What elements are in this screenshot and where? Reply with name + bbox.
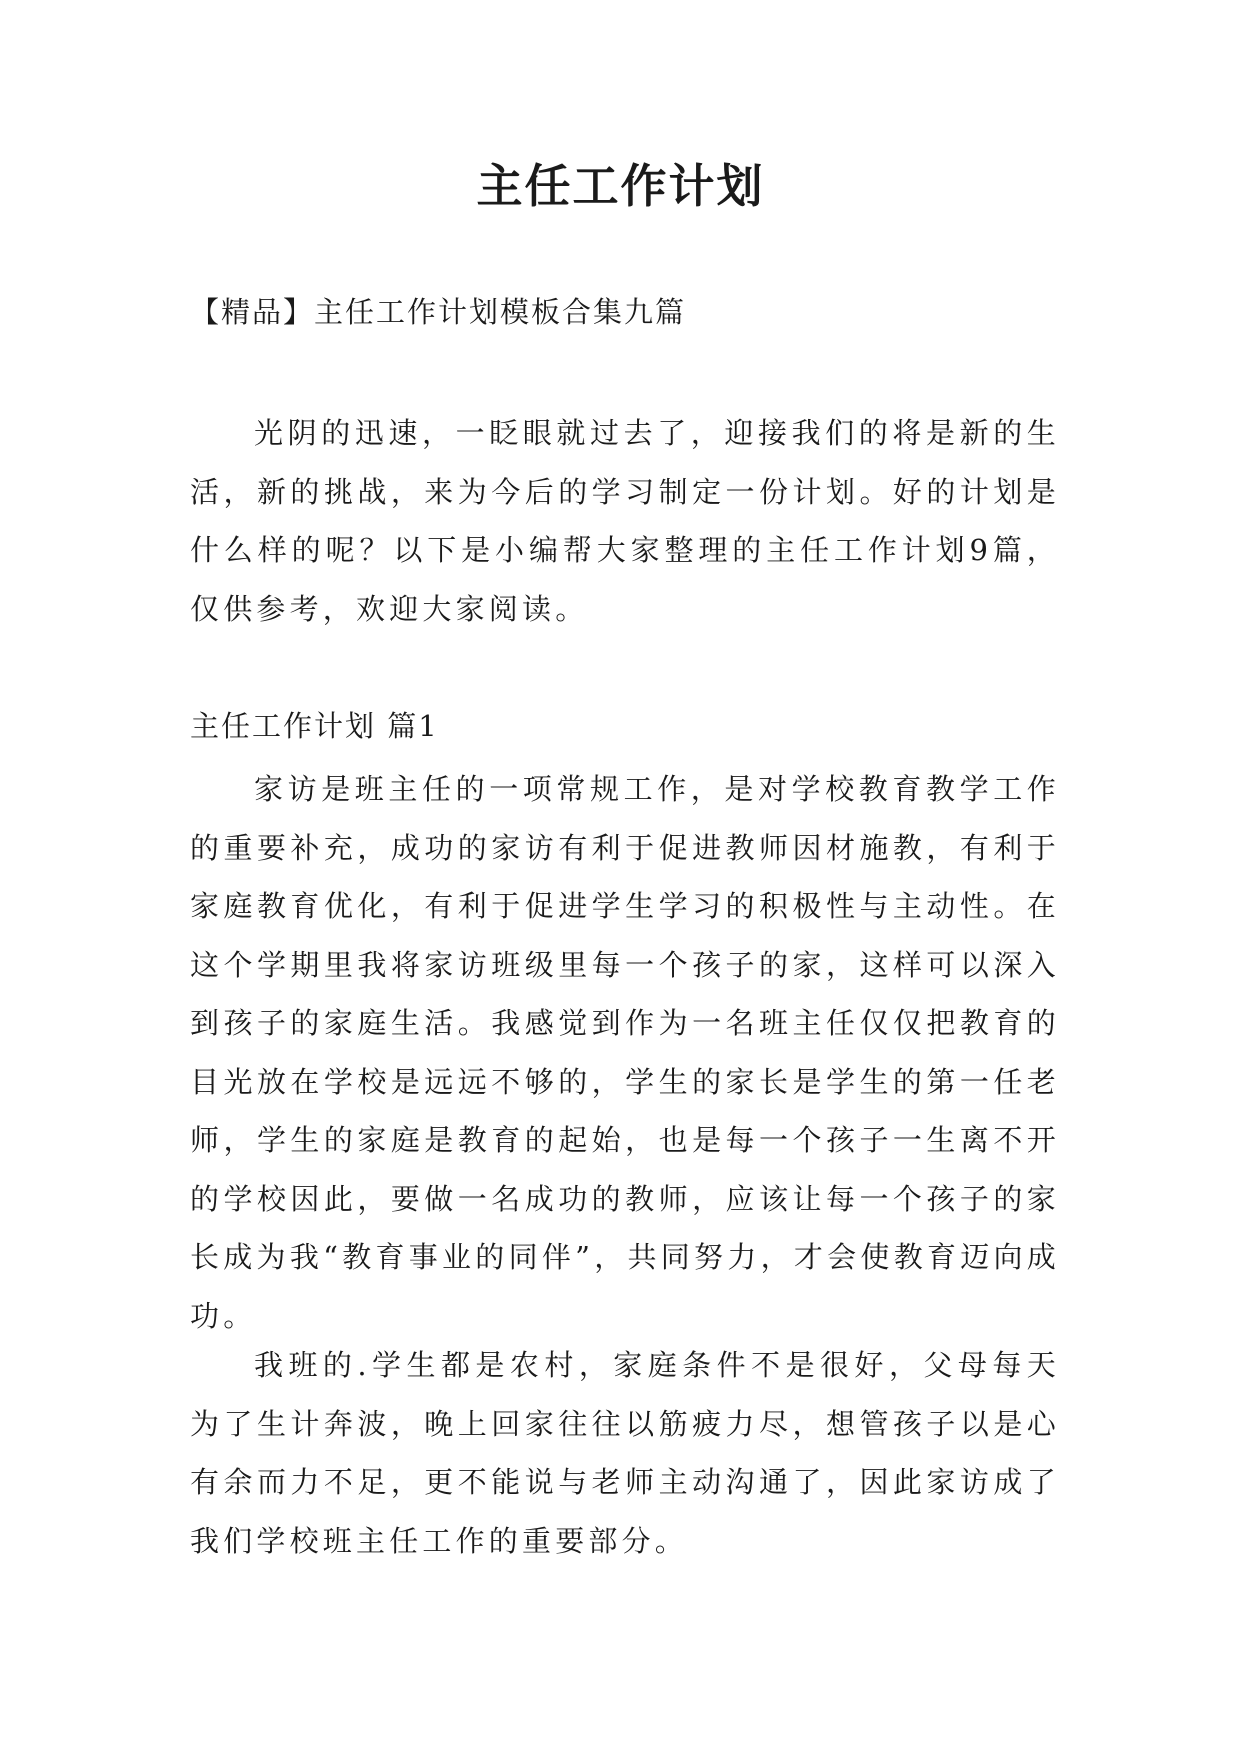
intro-paragraph: 光阴的迅速，一眨眼就过去了，迎接我们的将是新的生活，新的挑战，来为今后的学习制定一份计划。好的计划是什么样的呢？以下是小编帮大家整理的主任工作计划9篇，仅供参考，欢迎大家阅读。 (190, 416, 1060, 626)
body-paragraph: 家访是班主任的一项常规工作，是对学校教育教学工作的重要补充，成功的家访有利于促进教师因材施教，有利于家庭教育优化，有利于促进学生学习的积极性与主动性。在这个学期里我将家访班级里每一个孩子的家，这样可以深入到孩子的家庭生活。我感觉到作为一名班主任仅仅把教育的目光放在学校是远远不够的，学生的家长是学生的第一任老师，学生的家庭是教育的起始，也是每一个孩子一生离不开的学校因此，要做一名成功的教师，应该让每一个孩子的家长成为我“教育事业的同伴”，共同努力，才会使教育迈向成功。 (190, 772, 1060, 1333)
section-heading: 主任工作计划 篇1 (190, 709, 439, 743)
body-paragraph: 我班的.学生都是农村，家庭条件不是很好，父母每天为了生计奔波，晚上回家往往以筋疲力尽，想管孩子以是心有余而力不足，更不能说与老师主动沟通了，因此家访成了我们学校班主任工作的重要部分。 (190, 1348, 1060, 1558)
document-subtitle: 【精品】主任工作计划模板合集九篇 (190, 295, 687, 329)
page-title: 主任工作计划 (476, 159, 765, 213)
